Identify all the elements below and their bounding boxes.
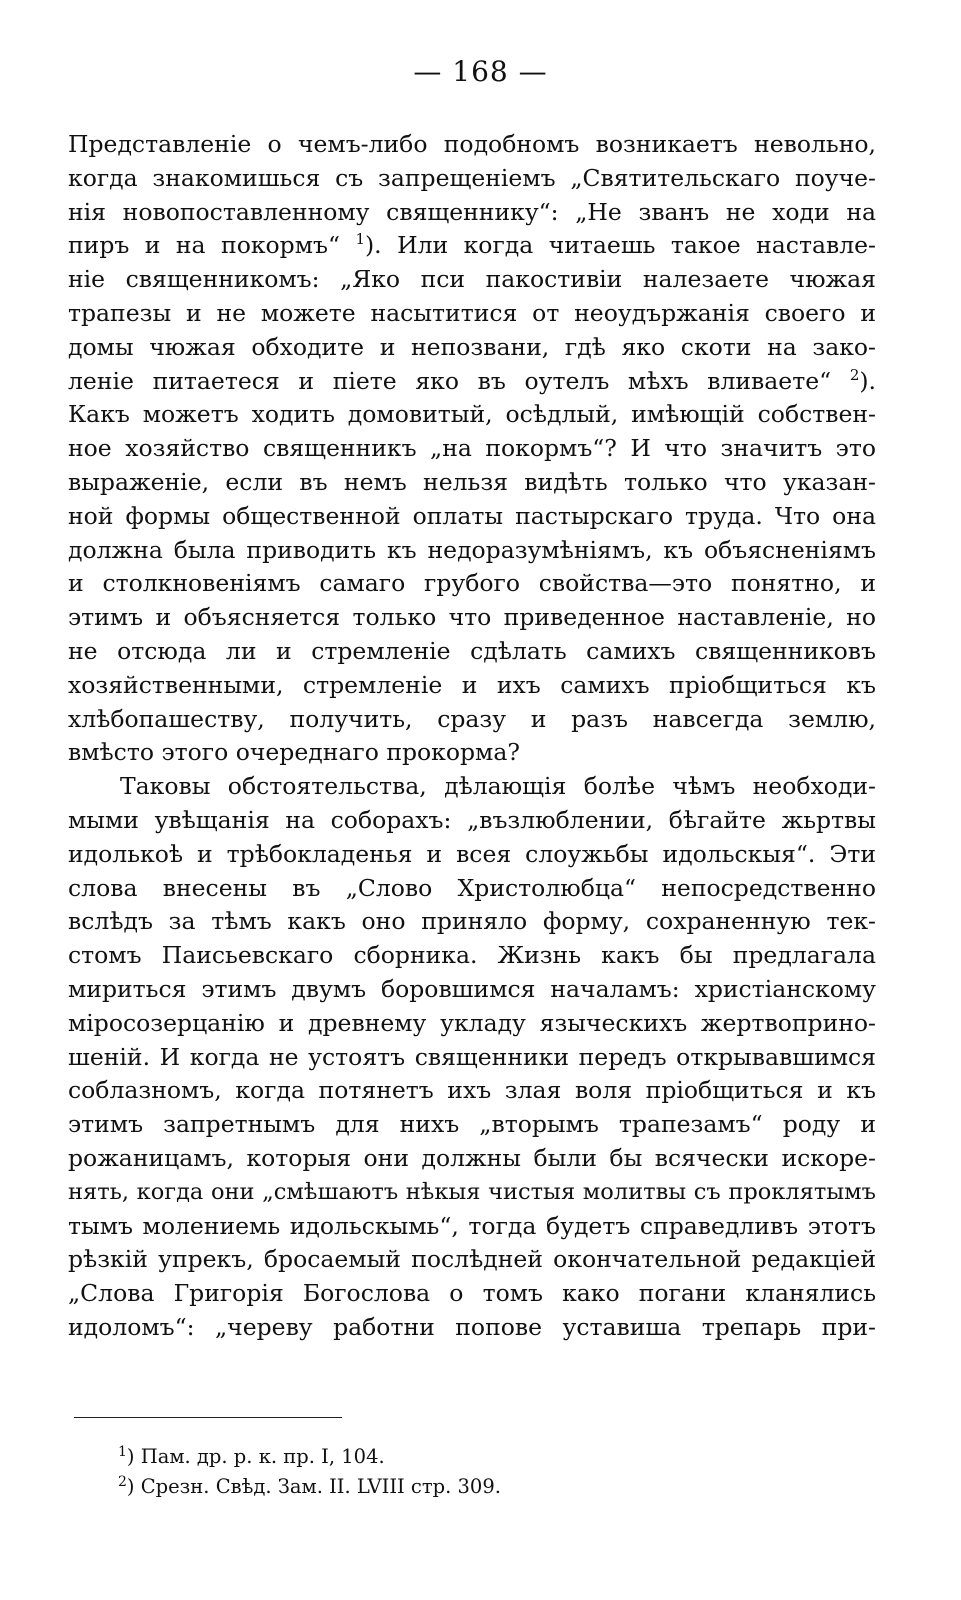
- footnote-ref: 1: [355, 230, 365, 249]
- text-segment: пиръ и на покормъ“: [68, 231, 340, 260]
- body-text: [68, 128, 876, 1345]
- text-line: ніе священникомъ: „Яко пси пакостивіи налезаете чюжая: [68, 265, 876, 294]
- text-line: этимъ запретнымъ для нихъ „вторымъ трапезамъ“ роду и: [68, 1110, 876, 1139]
- footnote-mark: 2: [118, 1474, 127, 1490]
- text-line: рожаницамъ, которыя они должны были бы всячески искоре-: [68, 1143, 876, 1172]
- text-line: выраженіе, если въ немъ нельзя видѣть только что указан-: [68, 467, 876, 496]
- text-line: хлѣбопашеству, получить, сразу и разъ навсегда землю,: [68, 704, 876, 733]
- text-line: рѣзкій упрекъ, бросаемый послѣдней окончательной редакціей: [68, 1245, 876, 1274]
- text-line: ное хозяйство священникъ „на покормъ“? И что значитъ это: [68, 434, 876, 463]
- text-line: мыми увѣщанія на соборахъ: „възлюблении, бѣгайте жьртвы: [68, 805, 876, 834]
- text-line: и столкновеніямъ самаго грубого свойства—это понятно, и: [68, 569, 876, 598]
- text-line: Представленіе о чемъ-либо подобномъ возникаетъ невольно,: [68, 130, 876, 158]
- text-segment: ).: [859, 366, 876, 395]
- text-line: [68, 365, 876, 399]
- text-line: вслѣдъ за тѣмъ какъ оно приняло форму, сохраненную тек-: [68, 907, 876, 936]
- text-line: соблазномъ, когда потянетъ ихъ злая воля пріобщиться и къ: [68, 1076, 876, 1105]
- footnotes: [118, 1442, 818, 1502]
- text-line: должна была приводить къ недоразумѣніямъ, къ объясненіямъ: [68, 535, 876, 564]
- text-line: міросозерцанію и древнему укладу языческихъ жертвоприно-: [68, 1008, 876, 1037]
- text-line: шеній. И когда не устоятъ священники передъ открывавшимся: [68, 1042, 876, 1071]
- text-line: слова внесены въ „Слово Христолюбца“ непосредственно: [68, 873, 876, 902]
- text-segment: леніе питаетеся и піете яко въ оутелъ мѣхъ вливаете“: [68, 366, 832, 395]
- text-line: идолькоѣ и трѣбокладенья и всея слоужьбы идольскыя“. Эти: [68, 839, 876, 868]
- text-line: Таковы обстоятельства, дѣлающія болѣе чѣмъ необходи-: [120, 772, 876, 801]
- footnote-mark: 1: [118, 1444, 127, 1460]
- text-line: „Слова Григорія Богослова о томъ како погани кланялись: [68, 1279, 876, 1308]
- text-segment: ). Или когда читаешь такое наставле-: [364, 231, 876, 260]
- text-line: ной формы общественной оплаты пастырскаго труда. Что она: [68, 501, 876, 530]
- text-line: идоломъ“: „череву работни попове уставиша трепарь при-: [68, 1312, 876, 1341]
- text-line: когда знакомишься съ запрещеніемъ „Святительскаго поуче-: [68, 163, 876, 192]
- text-line: Какъ можетъ ходить домовитый, осѣдлый, имѣющій собствен-: [68, 400, 876, 429]
- footnote: [118, 1472, 818, 1502]
- text-line: стомъ Паисьевскаго сборника. Жизнь какъ бы предлагала: [68, 941, 876, 970]
- footnote-text: ) Срезн. Свѣд. Зам. II. LVIII стр. 309.: [126, 1475, 501, 1498]
- text-line: этимъ и объясняется только что приведенное наставленіе, но: [68, 603, 876, 632]
- text-line: вмѣсто этого очереднаго прокорма?: [68, 738, 520, 767]
- footnote-divider: [74, 1417, 342, 1418]
- text-line: тымъ молениемь идольскымь“, тогда будетъ справедливъ этотъ: [68, 1211, 876, 1240]
- text-line: домы чюжая обходите и непозвани, гдѣ яко скоти на зако-: [68, 332, 876, 361]
- footnote-text: ) Пам. др. р. к. пр. I, 104.: [126, 1445, 385, 1468]
- footnote-ref: 2: [849, 365, 860, 384]
- text-line: хозяйственными, стремленіе и ихъ самихъ пріобщиться къ: [68, 670, 876, 699]
- text-line: не отсюда ли и стремленіе сдѣлать самихъ священниковъ: [68, 636, 876, 665]
- text-line: нять, когда они „смѣшаютъ нѣкыя чистыя молитвы съ проклятымъ: [68, 1178, 876, 1205]
- text-line: мириться этимъ двумъ боровшимся началамъ: христіанскому: [68, 974, 876, 1003]
- footnote: [118, 1442, 818, 1472]
- text-line: нія новопоставленному священнику“: „Не званъ не ходи на: [68, 197, 876, 226]
- text-line: [68, 229, 876, 263]
- text-line: трапезы и не можете насытитися от неоудържанія своего и: [68, 298, 876, 327]
- page-number: — 168 —: [413, 55, 548, 88]
